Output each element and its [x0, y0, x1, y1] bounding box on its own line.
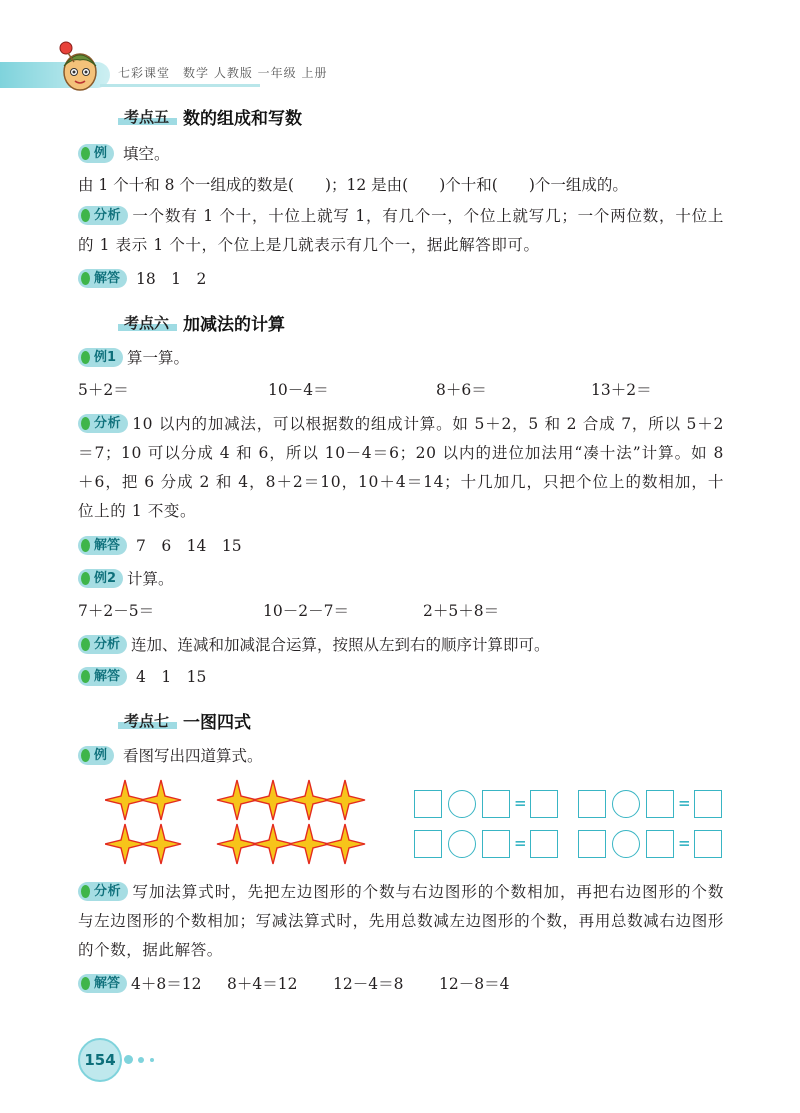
equation: 12－8＝4 — [439, 975, 510, 993]
section-title: 一图四式 — [183, 713, 252, 733]
example-tag: 例1 — [78, 348, 123, 367]
example-text: 算一算。 — [127, 349, 190, 367]
answer-tag: 解答 — [78, 269, 127, 288]
example-tag: 例2 — [78, 569, 123, 588]
analysis-text: 一个数有 1 个十，十位上就写 1，有几个一，个位上就写几；一个两位数，十位上的 1 表示 1 个十，个位上是几就表示有几个一，据此解答即可。 — [78, 207, 724, 254]
section-six-heading — [118, 310, 285, 335]
equation: 8＋6＝ — [436, 381, 487, 399]
answer-text: 7 6 14 15 — [135, 537, 242, 555]
equation: 13＋2＝ — [591, 381, 652, 399]
star-icon — [105, 824, 145, 864]
section-five-heading — [118, 104, 302, 129]
section-tag: 考点六 — [118, 312, 177, 333]
star-icon — [141, 824, 181, 864]
decor-dot — [138, 1057, 144, 1063]
example-tag: 例 — [78, 144, 114, 163]
answer-box[interactable] — [482, 830, 510, 858]
example-row — [78, 140, 169, 169]
answer-box[interactable] — [530, 790, 558, 818]
operator-circle[interactable] — [448, 790, 476, 818]
equation: 10－2－7＝ — [263, 602, 349, 620]
mascot-icon — [50, 36, 110, 96]
analysis-tag: 分析 — [78, 206, 128, 225]
equation: 5＋2＝ — [78, 381, 129, 399]
section-seven-heading — [118, 708, 251, 733]
equation: 4＋8＝12 — [131, 975, 202, 993]
equation-row — [78, 376, 652, 405]
star-figure — [105, 778, 405, 868]
equation: 7＋2－5＝ — [78, 602, 155, 620]
answer-text: 4 1 15 — [135, 668, 207, 686]
example-text: 计算。 — [127, 570, 174, 588]
answer-tag: 解答 — [78, 974, 127, 993]
equal-sign: = — [514, 834, 527, 852]
book-title: 七彩课堂 数学 人教版 一年级 上册 — [118, 66, 328, 80]
star-icon — [217, 824, 257, 864]
analysis-row — [78, 631, 550, 660]
section-tag: 考点五 — [118, 106, 177, 127]
page-number: 154 — [78, 1038, 122, 1082]
decor-dot — [124, 1055, 133, 1064]
example-row — [78, 742, 262, 771]
answer-row — [78, 532, 242, 561]
answer-tag: 解答 — [78, 536, 127, 555]
equation: 8＋4＝12 — [227, 975, 298, 993]
decor-dot — [150, 1058, 154, 1062]
analysis-paragraph — [78, 202, 724, 260]
star-icon — [289, 824, 329, 864]
answer-box[interactable] — [482, 790, 510, 818]
equal-sign: = — [514, 794, 527, 812]
analysis-text: 写加法算式时，先把左边图形的个数与右边图形的个数相加，再把右边图形的个数与左边图形的个数相加；写减法算式时，先用总数减左边图形的个数，再用总数减右边图形的个数，据此解答。 — [78, 883, 724, 959]
answer-box[interactable] — [578, 830, 606, 858]
answer-box[interactable] — [578, 790, 606, 818]
question-text: 由 1 个十和 8 个一组成的数是( )；12 是由( )个十和( )个一组成的。 — [78, 176, 628, 194]
example-row — [78, 344, 189, 373]
answer-text: 18 1 2 — [135, 270, 207, 288]
equation-row — [78, 597, 499, 626]
answer-box[interactable] — [646, 790, 674, 818]
header-line — [100, 84, 260, 87]
answer-box[interactable] — [694, 830, 722, 858]
analysis-tag: 分析 — [78, 635, 127, 654]
analysis-paragraph — [78, 878, 724, 965]
answer-row — [78, 265, 206, 294]
star-icon — [325, 780, 365, 820]
operator-circle[interactable] — [612, 830, 640, 858]
answer-box[interactable] — [414, 830, 442, 858]
answer-box[interactable] — [646, 830, 674, 858]
answer-boxes — [410, 786, 730, 866]
star-icon — [253, 780, 293, 820]
answer-row — [78, 970, 509, 999]
answer-box[interactable] — [530, 830, 558, 858]
example-row — [78, 565, 174, 594]
example-tag: 例 — [78, 746, 114, 765]
section-tag: 考点七 — [118, 710, 177, 731]
star-icon — [325, 824, 365, 864]
star-icon — [141, 780, 181, 820]
operator-circle[interactable] — [448, 830, 476, 858]
example-text: 看图写出四道算式。 — [122, 747, 263, 765]
star-icon — [105, 780, 145, 820]
example-text: 填空。 — [122, 145, 170, 163]
analysis-text: 10 以内的加减法，可以根据数的组成计算。如 5＋2，5 和 2 合成 7，所以 5＋2＝7；10 可以分成 4 和 6，所以 10－4＝6；20 以内的进位加法用“凑十法”计算。如 8＋6，把 6 分成 2 和 4，8＋2＝10，10＋4＝14；十几加几，只把个位上的数相加，十位上的 1 不变。 — [78, 415, 724, 520]
equation: 2＋5＋8＝ — [423, 602, 500, 620]
answer-box[interactable] — [414, 790, 442, 818]
section-title: 数的组成和写数 — [183, 109, 303, 129]
answer-box[interactable] — [694, 790, 722, 818]
section-title: 加减法的计算 — [183, 315, 286, 335]
star-icon — [253, 824, 293, 864]
answer-row — [78, 663, 206, 692]
equal-sign: = — [678, 794, 691, 812]
equation: 10－4＝ — [268, 381, 329, 399]
equation: 12－4＝8 — [333, 975, 404, 993]
analysis-tag: 分析 — [78, 882, 128, 901]
star-icon — [217, 780, 257, 820]
operator-circle[interactable] — [612, 790, 640, 818]
analysis-text: 连加、连减和加减混合运算，按照从左到右的顺序计算即可。 — [131, 636, 550, 654]
equal-sign: = — [678, 834, 691, 852]
analysis-tag: 分析 — [78, 414, 128, 433]
analysis-paragraph — [78, 410, 724, 526]
answer-tag: 解答 — [78, 667, 127, 686]
star-icon — [289, 780, 329, 820]
